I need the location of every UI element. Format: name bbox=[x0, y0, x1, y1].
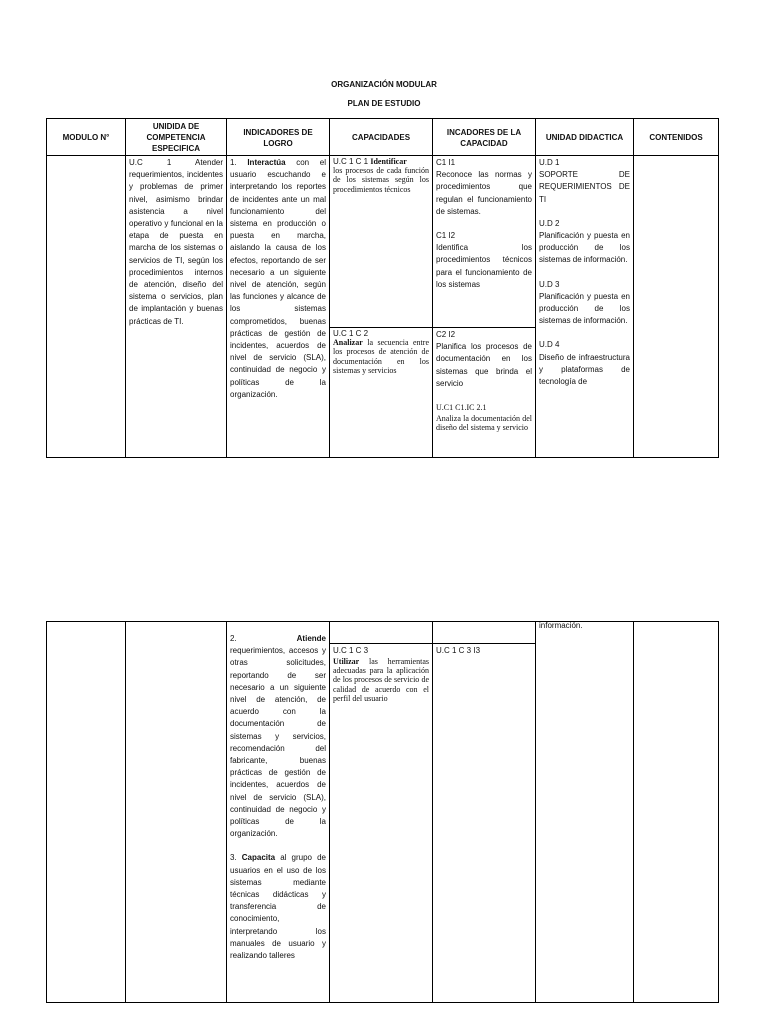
cell-contenidos bbox=[634, 156, 719, 458]
indicador-group-2 bbox=[433, 328, 535, 457]
plan-table-page2 bbox=[46, 621, 719, 1003]
capacidad-2 bbox=[330, 328, 432, 457]
ud-1-code: U.D 1 bbox=[539, 158, 560, 167]
header-modulo: MODULO N° bbox=[47, 119, 126, 156]
capacidad-1-verb: Identificar bbox=[370, 157, 407, 166]
cell-modulo-cont bbox=[47, 622, 126, 1003]
indicadores-split bbox=[433, 156, 535, 456]
logro-1-num: 1. bbox=[230, 158, 237, 167]
logro-2-verb: Atiende bbox=[296, 634, 326, 643]
cell-unidad-didactica bbox=[536, 156, 634, 458]
indicador-5 bbox=[433, 644, 536, 1003]
logro-2-text: requerimientos, accesos y otras solicitudes, reportando de ser necesario a un siguiente nivel de atención, de acuerdo con la documentación de sistemas y servicios, recomendación del fabricante, buenas prácticas de gestión de incidentes, acuerdos de nivel de servicio (SLA), continuidad de negocio y políticas de la organización. bbox=[230, 646, 326, 839]
capacidad-3-verb: Utilizar bbox=[333, 657, 360, 666]
cell-contenidos-cont bbox=[634, 622, 719, 1003]
cell-indicadores-capacidad bbox=[433, 156, 536, 458]
cell-indicadores-logro bbox=[227, 156, 330, 458]
capacidad-1-text: los procesos de cada función de los sistemas según los procedimientos técnicos bbox=[333, 166, 429, 194]
capacidad-1-code: U.C 1 C 1 bbox=[333, 157, 371, 166]
cell-modulo bbox=[47, 156, 126, 458]
header-contenidos: CONTENIDOS bbox=[634, 119, 719, 156]
ud-4-code: U.D 4 bbox=[539, 340, 560, 350]
capacidad-2-verb: Analizar bbox=[333, 338, 363, 348]
logro-1-verb: Interactúa bbox=[247, 158, 286, 167]
indicador-4-code: U.C1 C1.IC 2.1 bbox=[436, 403, 487, 413]
capacidad-1 bbox=[330, 156, 432, 328]
indicador-5-code: U.C 1 C 3 I3 bbox=[436, 646, 481, 655]
ud-2-text: Planificación y puesta en producción de los sistemas de información. bbox=[539, 231, 630, 265]
indicador-3-code: C2 I2 bbox=[436, 330, 456, 339]
logro-1 bbox=[230, 157, 326, 401]
indicador-4-text: Analiza la documentación del diseño del sistema y servicio bbox=[436, 414, 532, 433]
cell-indicadores-cont-top bbox=[433, 622, 536, 644]
capacidad-3-text: las herramientas adecuadas para la aplicación de los procesos de servicio de calidad de acuerdo con el perfil del usuario bbox=[333, 657, 429, 703]
capacidad-3-body bbox=[333, 657, 429, 703]
logro-3 bbox=[230, 852, 326, 962]
logro-2 bbox=[230, 633, 326, 840]
header-unidad-didactica: UNIDAD DIDACTICA bbox=[536, 119, 634, 156]
document-title: ORGANIZACIÓN MODULAR bbox=[331, 80, 437, 89]
capacidades-split bbox=[330, 156, 432, 456]
ud-3-code: U.D 3 bbox=[539, 279, 560, 289]
indicador-group-1 bbox=[433, 156, 535, 328]
indicador-2-code: C1 I2 bbox=[436, 231, 456, 241]
capacidad-2-text: la secuencia entre los procesos de atención de documentación en los sistemas y servicios bbox=[333, 338, 429, 375]
logro-2-num: 2. bbox=[230, 634, 237, 643]
indicador-3-text: Planifica los procesos de documentación en los sistemas que brinda el servicio bbox=[436, 342, 532, 388]
cell-unidad-competencia-cont bbox=[126, 622, 227, 1003]
header-unidad-competencia: UNIDIDA DE COMPETENCIA ESPECIFICA bbox=[126, 119, 227, 156]
capacidad-2-code: U.C 1 C 2 bbox=[333, 329, 369, 338]
indicador-2-text: Identifica los procedimientos técnicos para el funcionamiento de los sistemas bbox=[436, 243, 532, 289]
indicador-1-code: C1 I1 bbox=[436, 158, 456, 167]
uc-text: U.C 1 Atender requerimientos, incidentes y problemas de primer nivel, asimismo brindar asistencia a nivel operativo y funcional en la etapa de puesta en marcha de los sistemas o servicios de TI, según los procedimientos internos de atención, diseño del sistema o servicios, plan de implantación y buenas prácticas de TI. bbox=[129, 158, 223, 326]
cell-indicadores-logro-cont bbox=[227, 622, 330, 1003]
header-capacidades: CAPACIDADES bbox=[330, 119, 433, 156]
cell-unidad-competencia bbox=[126, 156, 227, 458]
ud-1-text: SOPORTE DE REQUERIMIENTOS DE TI bbox=[539, 170, 630, 204]
capacidad-3-code: U.C 1 C 3 bbox=[333, 646, 369, 655]
cell-capacidades bbox=[330, 156, 433, 458]
ud-2-code: U.D 2 bbox=[539, 218, 560, 228]
logro-1-text: con el usuario escuchando e interpretando los reportes de incidentes ante un mal funcionamiento del sistema en producción o puesta en marcha, aislando la causa de los efectos, reportando de ser necesario a un siguiente nivel de atención, según las funciones y alcance de los sistemas comprometidos, buenas prácticas de gestión de incidentes, acuerdos de nivel de servicio (SLA), continuidad de negocio y políticas de la organización. bbox=[230, 158, 326, 399]
ud-continuation-text: información. bbox=[539, 621, 583, 630]
logro-3-text: al grupo de usuarios en el uso de los sistemas mediante técnicas didácticas y transferencia de conocimiento, interpretando los manuales de usuario y realizando talleres bbox=[230, 853, 326, 961]
document-subtitle: PLAN DE ESTUDIO bbox=[347, 99, 421, 108]
header-indicadores-logro: INDICADORES DE LOGRO bbox=[227, 119, 330, 156]
header-indicadores-capacidad: INCADORES DE LA CAPACIDAD bbox=[433, 119, 536, 156]
plan-table-page1 bbox=[46, 118, 719, 458]
ud-4-text: Diseño de infraestructura y plataformas de tecnología de bbox=[539, 352, 630, 387]
logro-3-num: 3. bbox=[230, 853, 237, 863]
capacidad-3 bbox=[330, 644, 433, 1003]
ud-3-text: Planificación y puesta en producción de los sistemas de información. bbox=[539, 291, 630, 326]
cell-capacidades-cont-top bbox=[330, 622, 433, 644]
cell-unidad-didactica-cont bbox=[536, 622, 634, 1003]
logro-3-verb: Capacita bbox=[241, 853, 276, 863]
indicador-1-text: Reconoce las normas y procedimientos que regulan el funcionamiento de sistemas. bbox=[436, 170, 532, 216]
